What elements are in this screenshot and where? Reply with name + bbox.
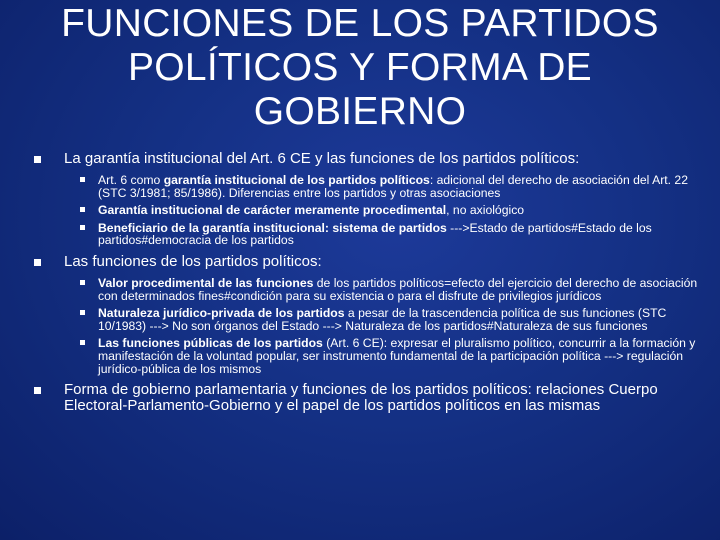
section-3-text: Forma de gobierno parlamentaria y funciones de los partidos políticos: relaciones Cuerpo Electoral-Parlamento-Gobierno y el papel de los partidos políticos en las mismas bbox=[64, 381, 658, 415]
title-line-3: GOBIERNO bbox=[253, 90, 467, 133]
slide-title bbox=[20, 2, 700, 134]
section-2-text: Las funciones de los partidos políticos: bbox=[64, 252, 322, 270]
bullet-section-1 bbox=[34, 151, 706, 247]
list-item: Naturaleza jurídico-privada de los partidos a pesar de la trascendencia política de sus funciones (STC 10/1983) ---> No son órganos del Estado ---> Naturaleza de los partidos#Naturaleza de sus funciones bbox=[64, 307, 706, 332]
square-bullet-icon bbox=[34, 387, 41, 394]
bullet-section-2 bbox=[34, 254, 706, 375]
list-item: Valor procedimental de las funciones de los partidos políticos=efecto del ejercicio del derecho de asociación con determinados fines#condición para su existencia o para el disfrute de privilegios jurídicos bbox=[64, 277, 706, 302]
square-bullet-icon bbox=[34, 156, 41, 163]
section-1-text: La garantía institucional del Art. 6 CE y las funciones de los partidos políticos: bbox=[64, 150, 580, 167]
square-bullet-icon bbox=[80, 280, 85, 285]
square-bullet-icon bbox=[80, 177, 85, 182]
title-line-1: FUNCIONES DE LOS PARTIDOS bbox=[61, 2, 659, 45]
square-bullet-icon bbox=[80, 340, 85, 345]
slide-content bbox=[34, 151, 706, 421]
title-line-2: POLÍTICOS Y FORMA DE bbox=[127, 46, 592, 89]
square-bullet-icon bbox=[80, 225, 85, 230]
section-2-subitems bbox=[64, 277, 706, 375]
section-1-subitems bbox=[64, 174, 706, 247]
list-item: Las funciones públicas de los partidos (Art. 6 CE): expresar el pluralismo político, concurrir a la formación y manifestación de la voluntad popular, ser instrumento fundamental de la participación política ---> regulación jurídico-pública de los mismos bbox=[64, 337, 706, 375]
list-item: Garantía institucional de carácter meramente procedimental, no axiológico bbox=[64, 204, 706, 217]
bullet-section-3 bbox=[34, 382, 706, 414]
square-bullet-icon bbox=[34, 259, 41, 266]
list-item: Beneficiario de la garantía institucional: sistema de partidos --->Estado de partidos#Estado de los partidos#democracia de los partidos bbox=[64, 222, 706, 247]
square-bullet-icon bbox=[80, 207, 85, 212]
square-bullet-icon bbox=[80, 310, 85, 315]
list-item: Art. 6 como garantía institucional de los partidos políticos: adicional del derecho de asociación del Art. 22 (STC 3/1981; 85/1986). Diferencias entre los partidos y otras asociaciones bbox=[64, 174, 706, 199]
